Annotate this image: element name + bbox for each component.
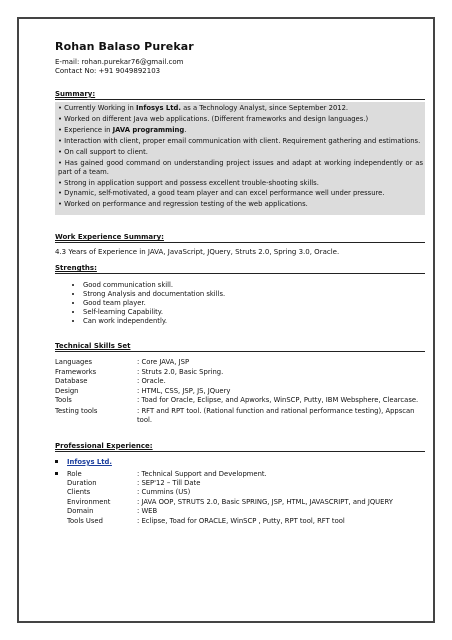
- summary-item-emphasis: JAVA programming: [112, 125, 185, 134]
- skill-category: Database: [55, 377, 88, 386]
- skill-value: : Core JAVA, JSP: [137, 358, 190, 367]
- role-label: Role: [67, 469, 82, 478]
- summary-heading: Summary:: [55, 90, 425, 100]
- company-link[interactable]: Infosys Ltd.: [67, 457, 112, 466]
- professional-section: [55, 442, 425, 527]
- summary-item-emphasis: Infosys Ltd.: [136, 104, 181, 112]
- professional-heading: Professional Experience:: [55, 442, 425, 452]
- skill-row: [55, 387, 425, 397]
- summary-item-text: • Has gained good command on understanding project issues and adapt at working independently or as part of a team.: [58, 158, 423, 176]
- strength-item: • Self-learning Capability.: [83, 308, 425, 317]
- square-bullet-icon: [55, 460, 58, 463]
- experience-detail-value: : WEB: [137, 507, 158, 516]
- skill-row: [55, 358, 425, 368]
- strength-item: • Can work independently.: [83, 317, 425, 326]
- summary-item-text: • Experience in: [58, 125, 113, 134]
- tech-skills-section: [55, 342, 425, 426]
- experience-detail-label: Domain: [67, 507, 94, 516]
- phone-line: Contact No: +91 9049892103: [55, 67, 161, 75]
- skill-value: : Toad for Oracle, Eclipse, and Apworks, WinSCP, Putty, IBM Websphere, Clearcase.: [137, 396, 419, 405]
- resume-content: [55, 40, 425, 526]
- summary-item: [58, 126, 423, 135]
- strength-item: • Strong Analysis and documentation skills.: [83, 290, 425, 299]
- summary-item: [58, 115, 423, 124]
- summary-item-text-end: as a Technology Analyst, since September 2012.: [180, 104, 349, 112]
- summary-section: [55, 90, 425, 215]
- summary-item: [58, 179, 423, 188]
- skill-value: : RFT and RPT tool. (Rational function and rational performance testing), Appscan tool.: [137, 406, 415, 425]
- summary-item: [58, 104, 423, 113]
- experience-detail-row: [55, 479, 425, 489]
- experience-detail-row: [55, 488, 425, 498]
- skill-row: [55, 396, 425, 406]
- experience-detail-value: : SEP'12 – Till Date: [137, 478, 201, 487]
- skill-row: [55, 377, 425, 387]
- summary-item-text: • Worked on different Java web applications. (Different frameworks and design languages.): [58, 114, 369, 123]
- summary-item: [58, 137, 423, 146]
- experience-detail-label: Duration: [67, 478, 97, 487]
- summary-item: [58, 200, 423, 209]
- experience-detail-value: : JAVA OOP, STRUTS 2.0, Basic SPRING, JSP, HTML, JAVASCRIPT, and JQUERY: [137, 497, 393, 506]
- summary-item-text: • Worked on performance and regression testing of the web applications.: [58, 200, 308, 209]
- skill-category: Design: [55, 386, 79, 395]
- company-row: [55, 458, 425, 467]
- square-bullet-icon: [55, 472, 58, 475]
- strength-item: • Good team player.: [83, 299, 425, 308]
- experience-detail-row: [55, 507, 425, 517]
- skill-category: Tools: [55, 396, 72, 405]
- strengths-list: [55, 281, 425, 326]
- strengths-heading: Strengths:: [55, 264, 425, 274]
- summary-item: [58, 189, 423, 198]
- skill-value: : Oracle.: [137, 377, 166, 386]
- skill-value: : Struts 2.0, Basic Spring.: [137, 367, 224, 376]
- summary-box: [55, 102, 425, 215]
- work-experience-text: 4.3 Years of Experience in JAVA, JavaScript, JQuery, Struts 2.0, Spring 3.0, Oracle.: [55, 248, 340, 257]
- summary-item-text: • Currently Working in: [58, 104, 137, 112]
- contact-block: [55, 58, 425, 76]
- summary-item-text: • Strong in application support and possess excellent trouble-shooting skills.: [58, 178, 319, 187]
- skill-value: : HTML, CSS, JSP, JS, JQuery: [137, 386, 231, 395]
- experience-detail-value: : Eclipse, Toad for ORACLE, WinSCP , Putty, RPT tool, RFT tool: [137, 516, 345, 525]
- experience-detail-label: Environment: [67, 497, 111, 506]
- summary-item-text: • On call support to client.: [58, 147, 148, 156]
- skill-category: Frameworks: [55, 367, 97, 376]
- summary-item: [58, 159, 423, 176]
- experience-detail-label: Tools Used: [67, 516, 103, 525]
- work-experience-section: [55, 233, 425, 257]
- tech-skills-heading: Technical Skills Set: [55, 342, 425, 352]
- skill-row: [55, 368, 425, 378]
- experience-detail-label: Clients: [67, 488, 91, 497]
- strengths-section: [55, 264, 425, 326]
- tech-skills-table: [55, 358, 425, 426]
- skill-row: [55, 407, 425, 426]
- strength-item: • Good communication skill.: [83, 281, 425, 290]
- role-row: [55, 470, 425, 479]
- experience-detail-value: : Cummins (US): [137, 488, 191, 497]
- experience-detail-row: [55, 498, 425, 508]
- work-experience-heading: Work Experience Summary:: [55, 233, 425, 243]
- skill-category: Languages: [55, 358, 93, 367]
- professional-details: [55, 479, 425, 527]
- summary-item-text: • Dynamic, self-motivated, a good team player and can excel performance well under pressure.: [58, 189, 385, 198]
- skill-category: Testing tools: [55, 406, 98, 415]
- summary-item: [58, 148, 423, 157]
- role-value: : Technical Support and Development.: [137, 469, 267, 478]
- summary-item-text: • Interaction with client, proper email communication with client. Requirement gathering and estimations.: [58, 136, 421, 145]
- summary-item-text-end: .: [184, 125, 187, 134]
- experience-detail-row: [55, 517, 425, 527]
- candidate-name: Rohan Balaso Purekar: [55, 40, 194, 53]
- email-line[interactable]: E-mail: rohan.purekar76@gmail.com: [55, 58, 184, 66]
